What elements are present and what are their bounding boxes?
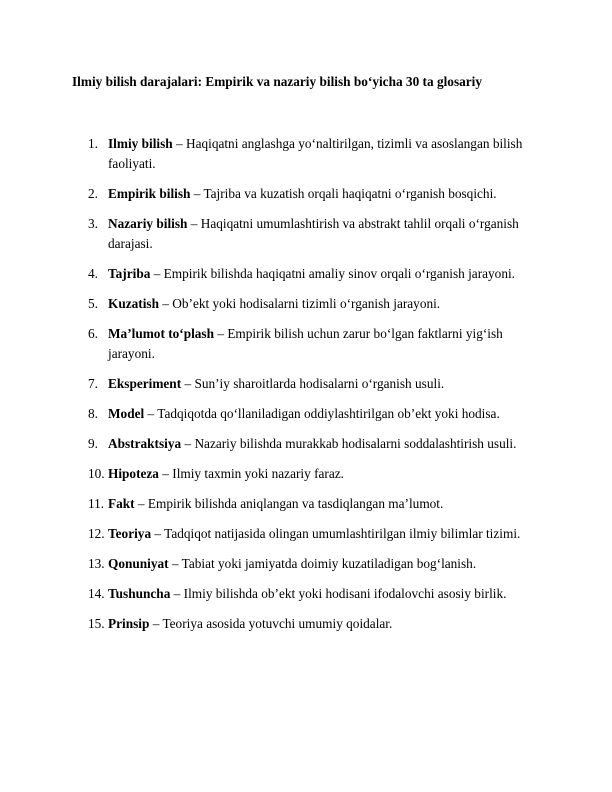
item-number: 5. — [88, 296, 98, 311]
item-number: 10. — [88, 466, 105, 481]
glossary-list — [72, 134, 542, 644]
item-term: Prinsip — [108, 616, 150, 631]
item-term: Fakt — [108, 496, 135, 511]
glossary-item — [72, 584, 542, 604]
glossary-item — [72, 554, 542, 574]
item-term: Model — [108, 406, 145, 421]
item-definition: – Nazariy bilishda murakkab hodisalarni soddalashtirish usuli. — [181, 436, 517, 451]
item-term: Qonuniyat — [108, 556, 169, 571]
item-term: Abstraktsiya — [108, 436, 182, 451]
item-definition: – Teoriya asosida yotuvchi umumiy qoidalar. — [149, 616, 393, 631]
glossary-item — [72, 434, 542, 454]
item-term: Tushuncha — [108, 586, 171, 601]
item-term: Ma’lumot to‘plash — [108, 326, 215, 341]
glossary-item — [72, 524, 542, 544]
item-number: 6. — [88, 326, 98, 341]
item-number: 11. — [88, 496, 105, 511]
item-definition: – Tadqiqotda qo‘llaniladigan oddiylashtirilgan ob’ekt yoki hodisa. — [144, 406, 500, 421]
item-number: 7. — [88, 376, 98, 391]
item-term: Tajriba — [108, 266, 151, 281]
item-definition: – Ilmiy bilishda ob’ekt yoki hodisani ifodalovchi asosiy birlik. — [170, 586, 507, 601]
item-number: 15. — [88, 616, 105, 631]
glossary-item — [72, 264, 542, 284]
item-definition: – Tajriba va kuzatish orqali haqiqatni o‘rganish bosqichi. — [190, 186, 497, 201]
item-definition: – Tadqiqot natijasida olingan umumlashtirilgan ilmiy bilimlar tizimi. — [151, 526, 521, 541]
glossary-item — [72, 294, 542, 314]
item-definition: – Empirik bilishda aniqlangan va tasdiqlangan ma’lumot. — [134, 496, 444, 511]
item-definition: – Sun’iy sharoitlarda hodisalarni o‘rganish usuli. — [181, 376, 445, 391]
glossary-item — [72, 184, 542, 204]
item-definition: – Ilmiy taxmin yoki nazariy faraz. — [158, 466, 344, 481]
item-term: Eksperiment — [108, 376, 182, 391]
item-term: Empirik bilish — [108, 186, 191, 201]
item-number: 12. — [88, 526, 105, 541]
item-definition: – Empirik bilish uchun zarur bo‘lgan faktlarni yig‘ish jarayoni. — [108, 326, 503, 361]
glossary-item — [72, 134, 542, 174]
glossary-item — [72, 614, 542, 634]
item-number: 14. — [88, 586, 105, 601]
item-number: 13. — [88, 556, 105, 571]
item-term: Hipoteza — [108, 466, 159, 481]
item-definition: – Haqiqatni anglashga yo‘naltirilgan, tizimli va asoslangan bilish faoliyati. — [108, 136, 523, 171]
item-term: Kuzatish — [108, 296, 159, 311]
item-term: Ilmiy bilish — [108, 136, 173, 151]
item-number: 3. — [88, 216, 98, 231]
item-definition: – Empirik bilishda haqiqatni amaliy sinov orqali o‘rganish jarayoni. — [150, 266, 515, 281]
item-number: 4. — [88, 266, 98, 281]
item-number: 9. — [88, 436, 98, 451]
glossary-item — [72, 214, 542, 254]
glossary-item — [72, 324, 542, 364]
item-definition: – Haqiqatni umumlashtirish va abstrakt tahlil orqali o‘rganish darajasi. — [108, 216, 519, 251]
item-term: Nazariy bilish — [108, 216, 188, 231]
item-number: 1. — [88, 136, 98, 151]
glossary-item — [72, 374, 542, 394]
glossary-item — [72, 464, 542, 484]
item-definition: – Tabiat yoki jamiyatda doimiy kuzatiladigan bog‘lanish. — [168, 556, 477, 571]
document-title: Ilmiy bilish darajalari: Empirik va nazariy bilish bo‘yicha 30 ta glosariy — [72, 74, 483, 89]
glossary-item — [72, 494, 542, 514]
item-term: Teoriya — [108, 526, 152, 541]
item-number: 8. — [88, 406, 98, 421]
glossary-item — [72, 404, 542, 424]
item-number: 2. — [88, 186, 98, 201]
item-definition: – Ob’ekt yoki hodisalarni tizimli o‘rganish jarayoni. — [158, 296, 441, 311]
